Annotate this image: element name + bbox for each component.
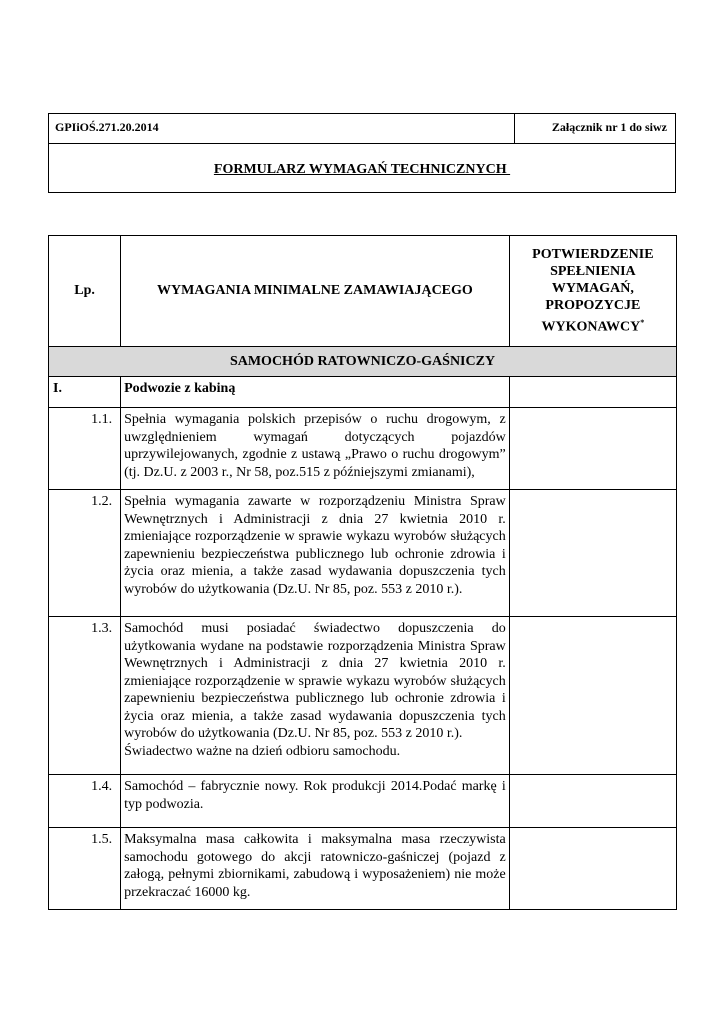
requirement-text: Samochód musi posiadać świadectwo dopuszczenia do użytkowania wydane na podstawie rozporządzenia Ministra Spraw Wewnętrznych i Administracji z dnia 27 kwietnia 2010 r. zmieniające rozporządzenie w sprawie wykazu wyrobów służących zapewnieniu bezpieczeństwa publicznego lub ochronie zdrowia i życia oraz mienia, a także zasad wydawania dopuszczenia tych wyrobów do użytkowania (Dz.U. Nr 85, poz. 553 z 2010 r.).: [124, 621, 506, 741]
table-row: [49, 828, 677, 910]
row-number: 1.1.: [49, 408, 121, 490]
row-confirmation-cell[interactable]: [509, 490, 676, 617]
row-number: 1.4.: [49, 775, 121, 828]
footnote-mark: *: [640, 318, 645, 328]
row-confirmation-cell[interactable]: [509, 617, 676, 775]
requirement-text: Maksymalna masa całkowita i maksymalna masa rzeczywista samochodu gotowego do akcji ratowniczo-gaśniczej (pojazd z załogą, pełnymi zbiornikami, zabudową i wyposażeniem) nie może przekraczać 16000 kg.: [124, 832, 506, 900]
document-header: [48, 113, 676, 193]
row-confirmation-cell[interactable]: [509, 828, 676, 910]
group-title: Podwozie z kabiną: [121, 377, 510, 408]
column-header-confirmation: [509, 236, 676, 347]
column-header-confirmation-text: POTWIERDZENIE SPEŁNIENIA WYMAGAŃ, PROPOZYCJE WYKONAWCY: [532, 247, 654, 335]
form-title: FORMULARZ WYMAGAŃ TECHNICZNYCH: [213, 162, 511, 177]
section-title: SAMOCHÓD RATOWNICZO-GAŚNICZY: [49, 347, 677, 377]
table-header-row: [49, 236, 677, 347]
column-header-lp: Lp.: [49, 236, 121, 347]
table-row: [49, 490, 677, 617]
table-row: [49, 775, 677, 828]
table-row: [49, 408, 677, 490]
section-row: [49, 347, 677, 377]
row-requirement: [121, 490, 510, 617]
group-confirmation-cell[interactable]: [509, 377, 676, 408]
group-row: [49, 377, 677, 408]
requirement-text: Spełnia wymagania zawarte w rozporządzeniu Ministra Spraw Wewnętrznych i Administracji z dnia 27 kwietnia 2010 r. zmieniające rozporządzenie w sprawie wykazu wyrobów służących zapewnieniu bezpieczeństwa publicznego lub ochronie zdrowia i życia oraz mienia, a także zasad wydawania dopuszczenia tych wyrobów do użytkowania (Dz.U. Nr 85, poz. 553 z 2010 r.).: [124, 494, 506, 597]
row-requirement: [121, 775, 510, 828]
group-number: I.: [49, 377, 121, 408]
header-divider: [514, 114, 515, 143]
annex-label: Załącznik nr 1 do siwz: [551, 120, 667, 134]
row-confirmation-cell[interactable]: [509, 775, 676, 828]
header-top-row: [49, 114, 675, 144]
row-requirement: [121, 408, 510, 490]
reference-number: GPIiOŚ.271.20.2014: [55, 120, 159, 134]
row-confirmation-cell[interactable]: [509, 408, 676, 490]
column-header-requirements: WYMAGANIA MINIMALNE ZAMAWIAJĄCEGO: [121, 236, 510, 347]
row-number: 1.3.: [49, 617, 121, 775]
row-requirement: [121, 828, 510, 910]
row-requirement: [121, 617, 510, 775]
requirement-text: Spełnia wymagania polskich przepisów o ruchu drogowym, z uwzględnieniem wymagań dotyczących pojazdów uprzywilejowanych, zgodnie z ustawą „Prawo o ruchu drogowym” (tj. Dz.U. z 2003 r., Nr 58, poz.515 z późniejszymi zmianami),: [124, 412, 506, 480]
row-number: 1.2.: [49, 490, 121, 617]
requirement-text: Samochód – fabrycznie nowy. Rok produkcji 2014.Podać markę i typ podwozia.: [124, 779, 506, 812]
row-number: 1.5.: [49, 828, 121, 910]
requirement-note: Świadectwo ważne na dzień odbioru samochodu.: [124, 743, 401, 759]
requirements-table: [48, 235, 677, 910]
table-row: [49, 617, 677, 775]
